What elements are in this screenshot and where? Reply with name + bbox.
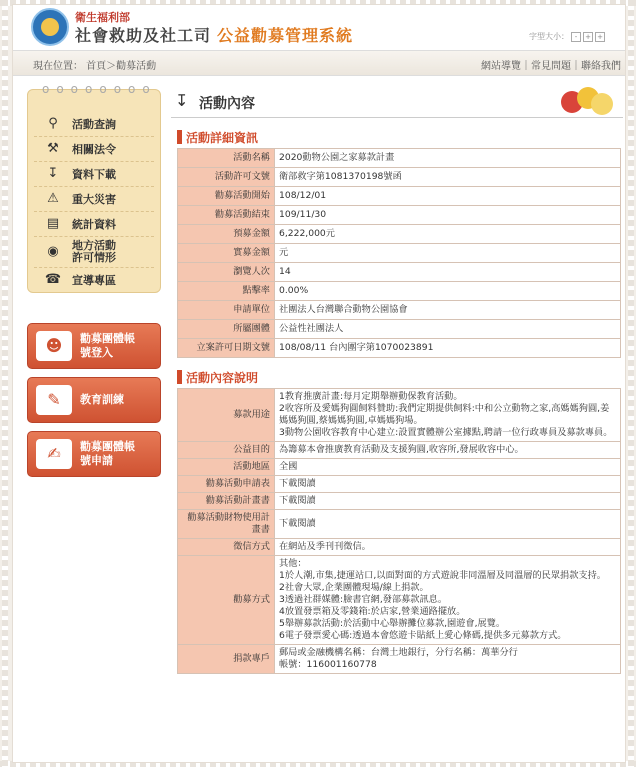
section-header <box>177 368 621 386</box>
sidebar-item-label: 資料下載 <box>72 168 116 181</box>
section-header <box>177 128 621 146</box>
field-label: 活動名稱 <box>178 149 275 168</box>
group-login-icon: ☻ <box>36 331 72 361</box>
field-value: 郵局或金融機構名稱：台灣土地銀行，分行名稱：萬華分行 帳號：116001160778 <box>275 645 621 674</box>
download-tray-icon: ↧ <box>175 91 189 110</box>
table-row <box>178 389 621 442</box>
breadcrumb[interactable]: 現在位置： 首頁＞勸募活動 <box>33 61 157 72</box>
table-row <box>178 187 621 206</box>
sidebar-item-activity-search[interactable] <box>34 112 154 137</box>
font-medium-button[interactable]: + <box>583 32 593 42</box>
field-label: 申請單位 <box>178 301 275 320</box>
download-link[interactable]: 下載閱讀 <box>275 476 621 493</box>
sidebar-item-label: 活動查詢 <box>72 118 116 131</box>
table-row <box>178 339 621 358</box>
font-small-button[interactable]: - <box>571 32 581 42</box>
content-description-section <box>177 368 621 674</box>
field-label: 勸募活動結束 <box>178 206 275 225</box>
sidebar-item-disasters[interactable] <box>34 187 154 212</box>
sidebar-item-label: 宣導專區 <box>72 274 116 287</box>
section-title: 活動詳細資訊 <box>186 130 259 145</box>
field-value: 為籌募本會推廣教育活動及支援狗圓,收容所,發展收容中心。 <box>275 442 621 459</box>
apply-icon: ✍ <box>36 439 72 469</box>
lace-border-left <box>2 0 8 767</box>
table-row <box>178 493 621 510</box>
department-name: 社會救助及社工司 <box>75 26 212 45</box>
table-row <box>178 556 621 645</box>
download-link[interactable]: 下載閱讀 <box>275 510 621 539</box>
table-row <box>178 149 621 168</box>
section-title: 活動內容說明 <box>186 370 259 385</box>
ministry-name: 衛生福利部 <box>75 11 130 24</box>
table-row <box>178 510 621 539</box>
sidebar-item-statistics[interactable] <box>34 212 154 237</box>
field-value: 元 <box>275 244 621 263</box>
table-row <box>178 225 621 244</box>
detail-info-section <box>177 128 621 358</box>
sidebar <box>27 82 161 477</box>
sidebar-item-regulations[interactable] <box>34 137 154 162</box>
account-apply-button[interactable] <box>27 431 161 477</box>
sidebar-item-label: 重大災害 <box>72 193 116 206</box>
ministry-logo-icon[interactable] <box>31 8 69 46</box>
field-label: 募款用途 <box>178 389 275 442</box>
sidebar-button-label: 勸募團體帳號登入 <box>80 332 135 359</box>
table-row <box>178 476 621 493</box>
training-icon: ✎ <box>36 385 72 415</box>
page-frame <box>12 4 626 763</box>
section-marker-icon <box>177 370 182 384</box>
font-size-label: 字型大小： <box>529 32 569 41</box>
sidebar-item-label: 地方活動許可情形 <box>72 239 116 264</box>
table-row <box>178 206 621 225</box>
coins-icon: ◉ <box>47 244 59 259</box>
field-label: 勸募活動計畫書 <box>178 493 275 510</box>
sidebar-item-downloads[interactable] <box>34 162 154 187</box>
field-value: 6,222,000元 <box>275 225 621 244</box>
field-label: 勸募活動申請表 <box>178 476 275 493</box>
field-value: 2020動物公園之家募款計畫 <box>275 149 621 168</box>
binder-rings: oooooooo <box>42 82 157 96</box>
disaster-icon: ⚠ <box>47 191 59 206</box>
field-label: 瀏覽人次 <box>178 263 275 282</box>
table-row <box>178 539 621 556</box>
table-row <box>178 645 621 674</box>
field-value: 1教育推廣計畫:每月定期舉辦動保教育活動。 2收容所及愛媽狗圓飼料贊助:我們定期提供飼料:中和公立動物之家,高媽媽狗圓,姜媽媽狗圓,蔡媽媽狗圓,卓媽媽狗場。 3動物公園收容教育中心建立:設置實體辦公室據點,聘請一位行政專員及募款專員。 <box>275 389 621 442</box>
download-link[interactable]: 下載閱讀 <box>275 493 621 510</box>
field-label: 捐款專戶 <box>178 645 275 674</box>
field-value: 108/12/01 <box>275 187 621 206</box>
field-label: 立案許可日期文號 <box>178 339 275 358</box>
table-row <box>178 263 621 282</box>
field-value: 14 <box>275 263 621 282</box>
field-label: 公益目的 <box>178 442 275 459</box>
page-title: 活動內容 <box>199 96 255 112</box>
field-label: 實募金額 <box>178 244 275 263</box>
table-row <box>178 282 621 301</box>
gavel-icon: ⚒ <box>47 141 59 156</box>
field-value: 公益性社團法人 <box>275 320 621 339</box>
field-label: 點擊率 <box>178 282 275 301</box>
megaphone-icon: ☎ <box>44 272 62 287</box>
field-value: 在網站及季刊刊徵信。 <box>275 539 621 556</box>
sidebar-item-label: 統計資料 <box>72 218 116 231</box>
content-description-table <box>177 388 621 674</box>
field-value: 108/08/11 台內團字第1070023891 <box>275 339 621 358</box>
field-label: 所屬團體 <box>178 320 275 339</box>
sidebar-button-label: 勸募團體帳號申請 <box>80 440 135 467</box>
system-name: 公益勸募管理系統 <box>217 26 354 45</box>
table-row <box>178 244 621 263</box>
sidebar-menu <box>27 82 161 293</box>
field-value: 0.00% <box>275 282 621 301</box>
content-title-bar <box>171 85 623 118</box>
sidebar-item-local-permits[interactable] <box>34 237 154 268</box>
field-value: 109/11/30 <box>275 206 621 225</box>
font-large-button[interactable]: + <box>595 32 605 42</box>
field-label: 徵信方式 <box>178 539 275 556</box>
table-row <box>178 442 621 459</box>
section-marker-icon <box>177 130 182 144</box>
magnifier-icon: ⚲ <box>48 116 58 131</box>
sidebar-item-label: 相關法令 <box>72 143 116 156</box>
field-label: 活動地區 <box>178 459 275 476</box>
detail-info-table <box>177 148 621 358</box>
site-header <box>13 5 625 47</box>
sidebar-item-promotion[interactable] <box>34 268 154 292</box>
main-content <box>171 85 623 674</box>
field-label: 勸募活動財物使用計畫書 <box>178 510 275 539</box>
sidebar-button-label: 教育訓練 <box>80 393 124 406</box>
nav-bar <box>13 50 625 76</box>
font-size-controls <box>529 31 605 42</box>
chart-icon: ▤ <box>46 216 60 231</box>
field-value: 社團法人台灣聯合動物公園協會 <box>275 301 621 320</box>
group-login-button[interactable] <box>27 323 161 369</box>
field-label: 預募金額 <box>178 225 275 244</box>
download-icon: ↧ <box>47 166 59 181</box>
coins-decoration-icon <box>561 87 615 115</box>
field-label: 勸募方式 <box>178 556 275 645</box>
training-button[interactable] <box>27 377 161 423</box>
table-row <box>178 459 621 476</box>
field-label: 勸募活動開始 <box>178 187 275 206</box>
top-links[interactable]: 網站導覽｜常見問題｜聯絡我們 <box>481 61 621 72</box>
field-value: 衛部救字第1081370198號函 <box>275 168 621 187</box>
field-value: 其他： 1於人潮,市集,捷運站口,以面對面的方式遊說非同溫層及同溫層的民眾捐款支持。 2社會大眾,企業團體現場/線上捐款。 3透過社群媒體:臉書官網,發部募款訊息。 4放置發票箱及零錢箱:於店家,營業通路擺放。 5舉辦募款活動:於活動中心舉辦攤位募款,園遊會,展覽。 6電子發票愛心碼:透過本會悠遊卡貼紙上愛心條碼,提供多元募款方式。 <box>275 556 621 645</box>
table-row <box>178 301 621 320</box>
table-row <box>178 320 621 339</box>
table-row <box>178 168 621 187</box>
lace-border-right <box>628 0 634 767</box>
field-value: 全國 <box>275 459 621 476</box>
field-label: 活動許可文號 <box>178 168 275 187</box>
